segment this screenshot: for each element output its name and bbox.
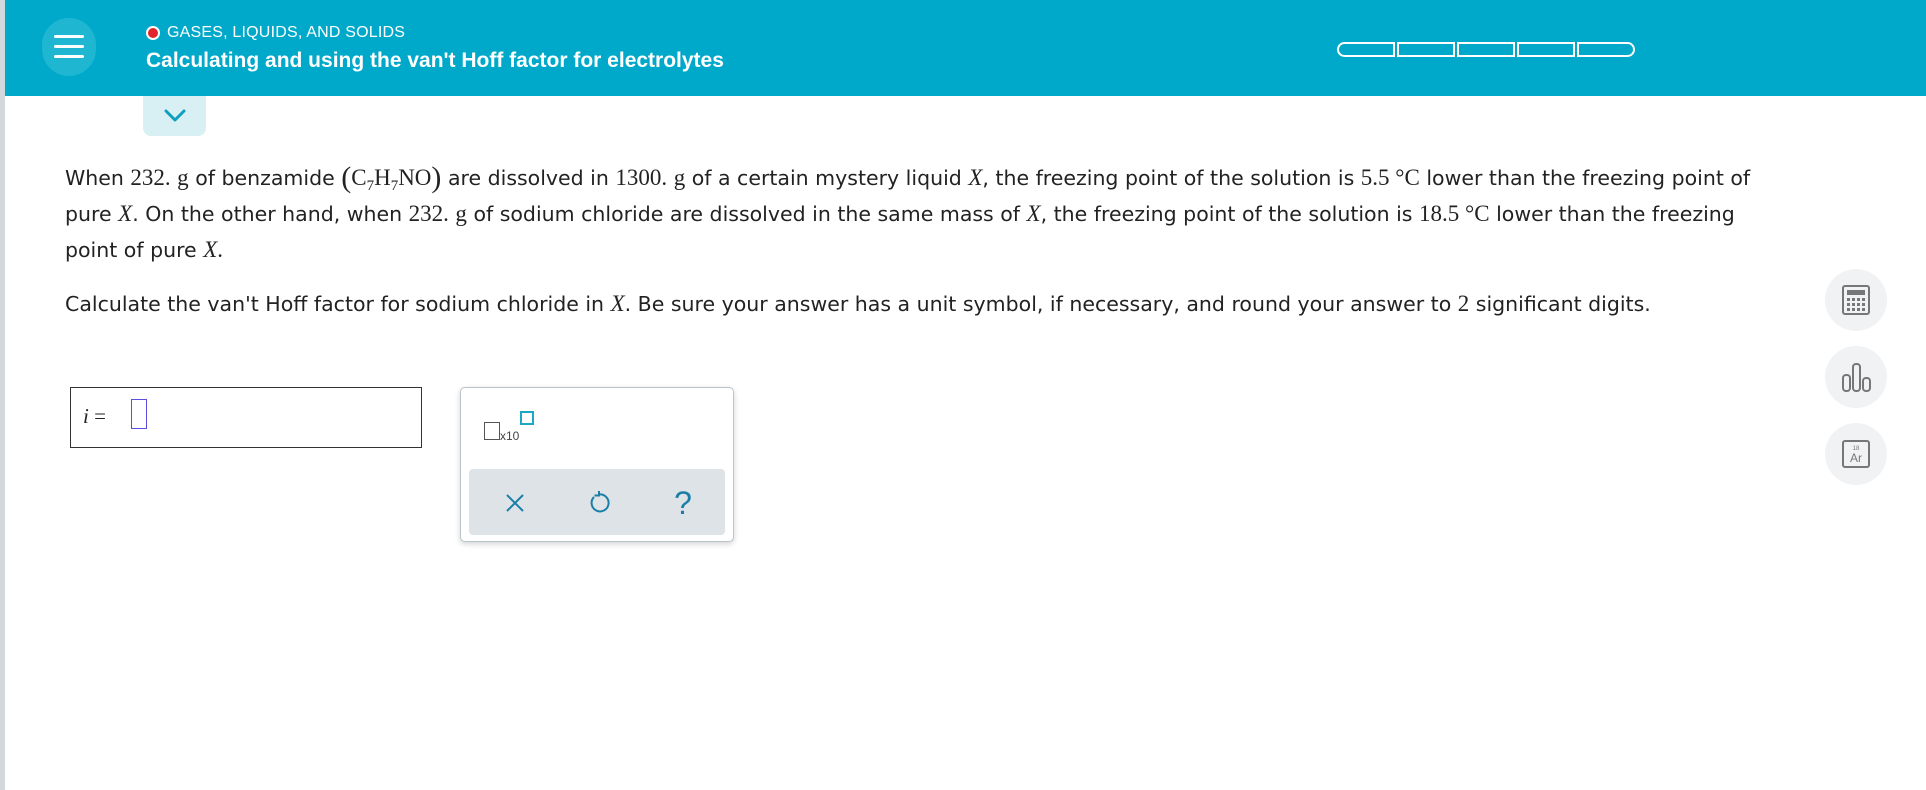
left-edge-border bbox=[0, 0, 5, 790]
keypad-action-bar bbox=[469, 469, 725, 535]
exponent-box-icon bbox=[520, 411, 534, 425]
help-button[interactable] bbox=[665, 485, 701, 521]
calculator-icon bbox=[1840, 284, 1872, 316]
progress-segment bbox=[1517, 42, 1575, 57]
data-chart-button[interactable] bbox=[1825, 346, 1887, 408]
answer-input[interactable] bbox=[131, 399, 147, 429]
status-dot-icon bbox=[146, 26, 160, 40]
page-title: Calculating and using the van't Hoff factor for electrolytes bbox=[146, 49, 724, 72]
menu-button[interactable] bbox=[42, 18, 96, 76]
periodic-tile-symbol: Ar bbox=[1850, 451, 1862, 465]
progress-segment bbox=[1397, 42, 1455, 57]
help-icon: ? bbox=[674, 484, 692, 521]
menu-icon-bar bbox=[54, 55, 84, 58]
menu-icon bbox=[54, 35, 84, 38]
answer-input-box[interactable] bbox=[70, 387, 422, 448]
progress-bar bbox=[1337, 42, 1637, 57]
question-text bbox=[65, 160, 1785, 322]
progress-segment bbox=[1337, 42, 1395, 57]
placeholder-box-icon bbox=[484, 422, 500, 440]
periodic-table-button[interactable] bbox=[1825, 423, 1887, 485]
math-keypad bbox=[460, 387, 734, 542]
undo-icon bbox=[586, 490, 612, 516]
menu-icon-bar bbox=[54, 45, 84, 48]
undo-button[interactable] bbox=[581, 485, 617, 521]
answer-label: i = bbox=[83, 404, 106, 428]
progress-segment bbox=[1577, 42, 1635, 57]
close-icon bbox=[504, 492, 526, 514]
x10-label: x10 bbox=[500, 429, 520, 443]
topic-label: GASES, LIQUIDS, AND SOLIDS bbox=[167, 24, 406, 41]
calculator-button[interactable] bbox=[1825, 269, 1887, 331]
clear-button[interactable] bbox=[497, 485, 533, 521]
bar-chart-icon bbox=[1840, 361, 1872, 393]
expand-tab[interactable] bbox=[143, 96, 206, 136]
progress-segment bbox=[1457, 42, 1515, 57]
periodic-table-icon bbox=[1840, 438, 1872, 470]
periodic-tile-number: 18 bbox=[1852, 446, 1860, 452]
topic-row bbox=[146, 22, 405, 44]
scientific-notation-button[interactable] bbox=[481, 410, 541, 442]
question-paragraph: When 232. g of benzamide $(C_7H_7NO)$ are dissolved in 1300. g of a certain mystery liquid X, the freezing point of the solution is 5.5 °C lower than the freezing point of pure X. On the other hand, when 232. g of sodium chloride are dissolved in the same mass of X, the freezing point of the solution is 18.5 °C lower than the freezing point of pure X. bbox=[65, 161, 1751, 262]
question-instruction: Calculate the van't Hoff factor for sodium chloride in X. Be sure your answer has a unit symbol, if necessary, and round your answer to 2 significant digits. bbox=[65, 291, 1651, 316]
header-bar bbox=[5, 0, 1926, 96]
chevron-down-icon bbox=[164, 109, 186, 123]
